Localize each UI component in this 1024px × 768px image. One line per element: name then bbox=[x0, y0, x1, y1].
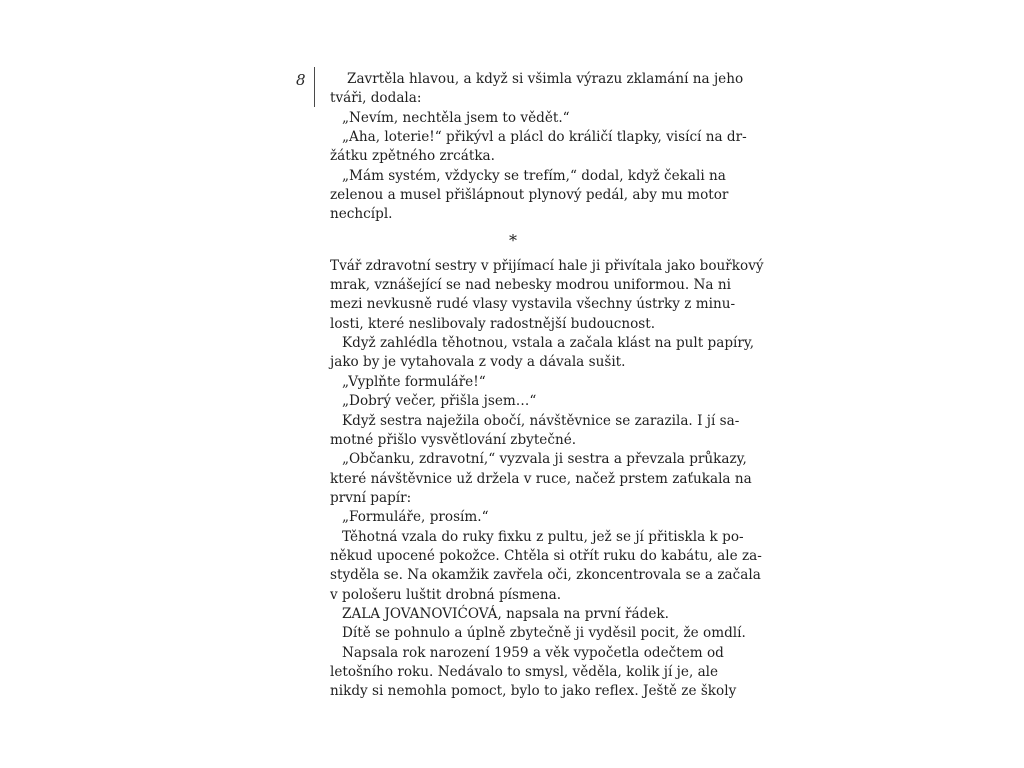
text-line: „Vyplňte formuláře!“ bbox=[342, 373, 486, 390]
text-line: první papír: bbox=[330, 489, 412, 506]
body-text bbox=[330, 70, 764, 702]
text-line: jako by je vytahovala z vody a dávala sušit. bbox=[330, 354, 626, 371]
text-line: ZALA JOVANOVIĆOVÁ, napsala na první řádek. bbox=[342, 605, 669, 622]
text-line: nikdy si nemohla pomoct, bylo to jako reflex. Ještě ze školy bbox=[330, 683, 737, 700]
text-line: mrak, vznášející se nad nebesky modrou uniformou. Na ni bbox=[330, 277, 731, 294]
text-line: Dítě se pohnulo a úplně zbytečně ji vyděsil pocit, že omdlí. bbox=[342, 625, 746, 642]
text-line: zelenou a musel přišlápnout plynový pedál, aby mu motor bbox=[330, 187, 729, 204]
text-line: žátku zpětného zrcátka. bbox=[330, 148, 495, 165]
text-line: „Občanku, zdravotní,“ vyzvala ji sestra a převzala průkazy, bbox=[342, 451, 747, 468]
text-line: Zavrtěla hlavou, a když si všimla výrazu zklamání na jeho bbox=[347, 71, 744, 87]
text-line: někud upocené pokožce. Chtěla si otřít ruku do kabátu, ale za- bbox=[330, 547, 762, 564]
page-number: 8 bbox=[296, 71, 306, 89]
text-line: nechcípl. bbox=[330, 206, 393, 223]
text-line: letošního roku. Nedávalo to smysl, věděla, kolik jí je, ale bbox=[330, 663, 719, 680]
text-line: „Aha, loterie!“ přikývl a plácl do králičí tlapky, visící na dr- bbox=[342, 129, 747, 146]
text-line: Když zahlédla těhotnou, vstala a začala klást na pult papíry, bbox=[342, 335, 755, 352]
page-number-rule bbox=[314, 67, 315, 107]
text-line: Tvář zdravotní sestry v přijímací hale ji přivítala jako bouřkový bbox=[330, 257, 764, 274]
text-line: Napsala rok narození 1959 a věk vypočetla odečtem od bbox=[342, 644, 724, 661]
text-line: stydělа se. Na okamžik zavřela oči, zkoncentrovala se a začala bbox=[330, 567, 761, 584]
text-line: mezi nevkusně rudé vlasy vystavila všechny ústrky z minu- bbox=[330, 296, 736, 313]
section-break: * bbox=[509, 230, 517, 250]
text-line: Těhotná vzala do ruky fixku z pultu, jež se jí přitiskla k po- bbox=[342, 528, 744, 545]
text-line: losti, které neslibovaly radostnější budoucnost. bbox=[330, 315, 656, 332]
text-line: „Mám systém, vždycky se trefím,“ dodal, když čekali na bbox=[342, 167, 726, 184]
text-line: v pološeru luštit drobná písmena. bbox=[330, 586, 562, 603]
text-line: které návštěvnice už držela v ruce, načež prstem zaťukala na bbox=[330, 470, 752, 487]
text-line: „Dobrý večer, přišla jsem…“ bbox=[342, 393, 537, 410]
text-line: „Nevím, nechtěla jsem to vědět.“ bbox=[342, 109, 570, 126]
text-line: motné přišlo vysvětlování zbytečné. bbox=[330, 431, 577, 448]
text-line: „Formuláře, prosím.“ bbox=[342, 509, 489, 526]
text-line: Když sestra naježila obočí, návštěvnice se zarazila. I jí sa- bbox=[342, 412, 740, 429]
text-line: tváři, dodala: bbox=[330, 90, 422, 107]
